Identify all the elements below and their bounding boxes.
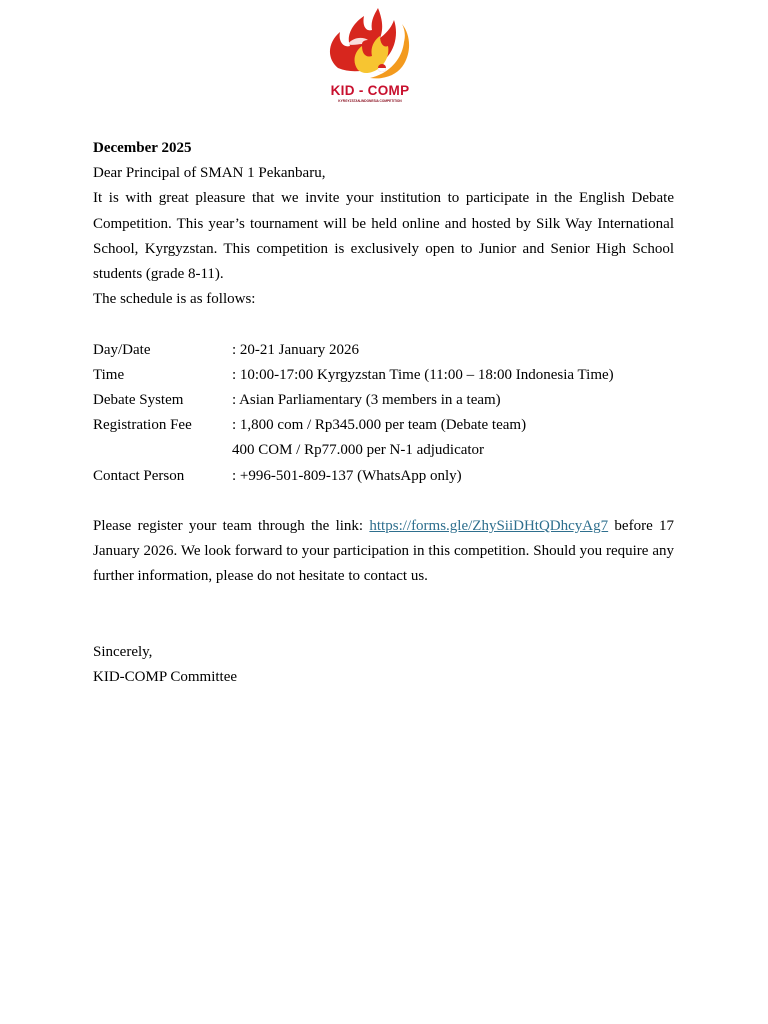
schedule-label: Contact Person (93, 467, 185, 484)
schedule-row (93, 363, 674, 388)
schedule-row (93, 413, 674, 438)
schedule-row (93, 388, 674, 413)
registration-link[interactable]: https://forms.gle/ZhySiiDHtQDhcyAg7 (369, 518, 609, 535)
schedule-table (93, 338, 674, 489)
closing: Sincerely, (93, 643, 153, 660)
schedule-row (93, 438, 674, 463)
spacer (93, 312, 674, 337)
registration-paragraph (93, 514, 674, 590)
intro-paragraph: It is with great pleasure that we invite your institution to participate in the English Debate Competition. This year’s tournament will be held online and hosted by Silk Way International School, Kyrgyzstan. This competition is exclusively open to Junior and Senior High School students (grade 8-11). (93, 190, 674, 283)
schedule-row (93, 338, 674, 363)
schedule-label: Day/Date (93, 341, 151, 358)
schedule-value: : Asian Parliamentary (3 members in a team) (232, 392, 501, 409)
schedule-label (93, 438, 232, 463)
schedule-value: : +996-501-809-137 (WhatsApp only) (232, 467, 462, 484)
schedule-row (93, 464, 674, 489)
schedule-label: Time (93, 366, 125, 383)
register-suffix: before 17 January 2026. We look forward to your participation in this competition. Should you require any further information, please do not hesitate to contact us. (93, 518, 675, 585)
schedule-label: Registration Fee (93, 417, 192, 434)
signature: KID-COMP Committee (93, 668, 238, 685)
letter-date: December 2025 (93, 140, 192, 156)
schedule-value: 400 COM / Rp77.000 per N-1 adjudicator (232, 442, 485, 459)
schedule-label: Debate System (93, 392, 184, 409)
spacer (93, 590, 674, 640)
register-prefix: Please register your team through the link: (93, 518, 370, 535)
schedule-value: : 1,800 com / Rp345.000 per team (Debate team) (232, 417, 527, 434)
letter-body (93, 136, 674, 690)
spacer (93, 489, 674, 514)
schedule-value: : 20-21 January 2026 (232, 341, 360, 358)
logo (318, 6, 422, 104)
schedule-intro: The schedule is as follows: (93, 291, 256, 308)
phoenix-flame-icon (318, 6, 422, 86)
logo-tagline: KYRGYZSTAN-INDONESIA COMPETITION (338, 99, 402, 103)
schedule-value: : 10:00-17:00 Kyrgyzstan Time (11:00 – 18:00 Indonesia Time) (232, 366, 614, 383)
logo-title: KID - COMP (330, 83, 410, 98)
salutation: Dear Principal of SMAN 1 Pekanbaru, (93, 165, 326, 182)
